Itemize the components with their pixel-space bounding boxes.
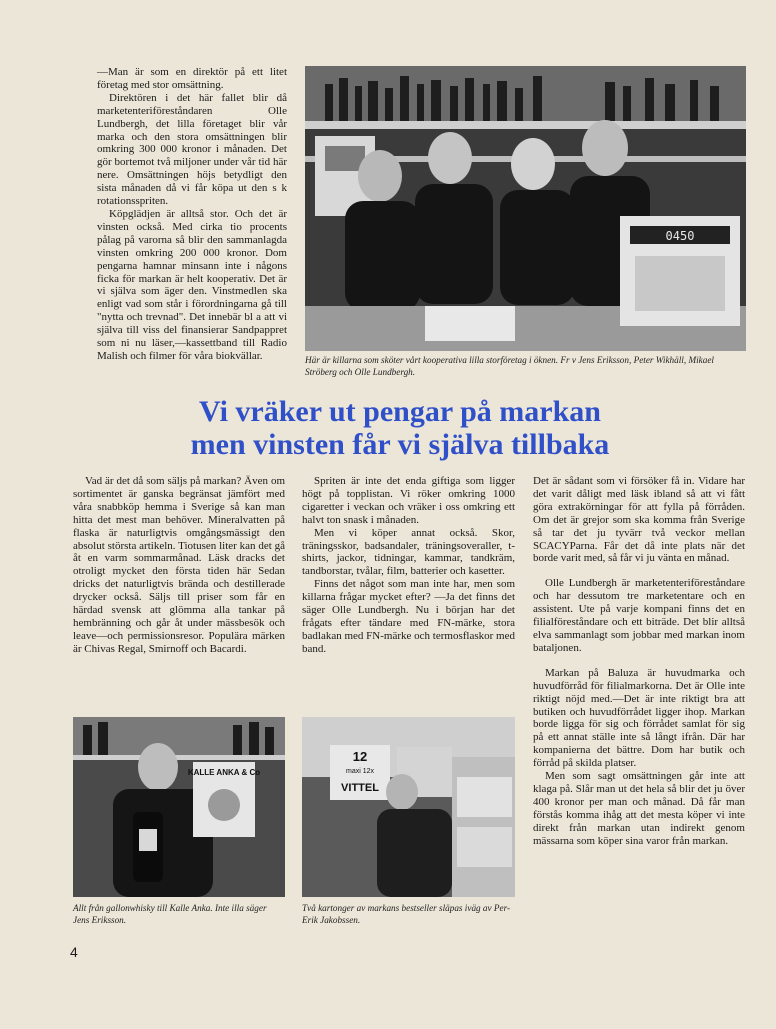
photo-whisky-and-comic xyxy=(73,717,285,897)
col2-paragraph: Finns det något som man inte har, men som killarna frågar mycket efter? —Ja det finns det säger Olle Lundbergh. Nu i början har det frågats efter tändare med FN-märke, stora badlakan med FN-märke och termosflaskor med band. xyxy=(302,578,515,655)
carton-brand: VITTEL xyxy=(341,782,379,794)
body-column-3 xyxy=(533,475,745,847)
col1-paragraph: Vad är det då som säljs på markan? Även om sortimentet är ganska begränsat jämfört med våra snabbköp hemma i Sverige så kan man hitta det mest man behöver. Mineralvatten på flaska är naturligtvis omgångsmässigt den absolut största artikeln. Tiotusen liter kan det gå åt en varm sommarmånad. Läsk dracks det otroligt mycket den första tiden här Sedan dricks det naturligtvis brända och destillerade drycker också. Säljs till priser som får en härdad svensk att glömma alla tankar på hembränning och går åt under mässbesök och leave—och permissionsresor. Populära märken är Chivas Regal, Smirnoff och Bacardi. xyxy=(73,475,285,655)
col3-paragraph: Olle Lundbergh är marketenteriföreståndare och har dessutom tre marketentare och en assistent. Ute på varje kompani finns det en filialföreståndare och ett biträde. Det blir alltså elva sammanlagt som jobbar med markan inom bataljonen. xyxy=(533,577,745,654)
body-column-2 xyxy=(302,475,515,656)
headline-line-1: Vi vräker ut pengar på markan xyxy=(199,395,601,428)
intro-column xyxy=(97,66,287,363)
intro-paragraph: —Man är som en direktör på ett litet företag med stor omsättning. xyxy=(97,66,287,91)
col2-paragraph: Spriten är inte det enda giftiga som ligger högt på topplistan. Vi röker omkring 1000 cigaretter i veckan och vräker i oss omkring ett halvt ton snask i månaden. xyxy=(302,475,515,526)
article-headline xyxy=(150,395,650,461)
top-photo-caption: Här är killarna som sköter vårt kooperativa lilla storföretag i öknen. Fr v Jens Eriksson, Peter Wikhäll, Mikael Ströberg och Olle Lundbergh. xyxy=(305,355,714,377)
photo-vittel-cartons xyxy=(302,717,515,897)
intro-paragraph: Köpglädjen är alltså stor. Och det är vinsten också. Med cirka tio procents pålag på varorna så blir den sammanlagda vinsten omkring 200 000 kronor. Dom pengarna hamnar minsann inte i någons ficka för markan är helt kooperativ. Det är vi själva som äger den. Vinstmedlen ska enligt vad som står i förordningarna gå till "nytta och trevnad". Det innebär bl a att vi själva till viss del finansierar Sandpappret som ni nu läser,—kassettband till Radio Malish och filmer för våra biokvällar. xyxy=(97,207,287,362)
comic-magazine-title: KALLE ANKA & Co xyxy=(187,768,261,777)
carton-number: 12 xyxy=(352,749,368,764)
intro-paragraph: Direktören i det här fallet blir då marketenteriföreståndaren Olle Lundbergh, det lilla företaget blir vår marka och den stora omsättningen blir omkring 300 000 kronor i månaden. Det gör bortemot två miljoner under vår tid här nere. Omsättningen höjs betydligt den sista månaden då vi får köpa ut den s k rotationsspriten. xyxy=(97,91,287,208)
headline-line-2: men vinsten får vi själva tillbaka xyxy=(190,428,610,461)
col3-paragraph: Men som sagt omsättningen går inte att klaga på. Slår man ut det hela så blir det ju över 400 kronor per man och månad. Då får man förstås komma ihåg att det mesta köper vi inte direkt från markan utan indirekt genom mässarna som köper sina varor från markan. xyxy=(533,770,745,847)
carton-text: maxi 12x xyxy=(345,768,375,775)
body-column-1 xyxy=(73,475,285,656)
col2-paragraph: Men vi köper annat också. Skor, träningsskor, badsandaler, träningsoveraller, t-shirts, jackor, tidningar, kammar, tandkräm, tandborstar, tvålar, film, batterier och kasetter. xyxy=(302,526,515,578)
page-number: 4 xyxy=(70,944,78,960)
photo-mid-caption: Två kartonger av markans bestseller släpas iväg av Per-Erik Jakobssen. xyxy=(302,903,511,925)
cash-register-display: 0450 xyxy=(665,229,695,243)
top-photo-shop-staff xyxy=(305,66,746,351)
photo-left-caption: Allt från gallonwhisky till Kalle Anka. Inte illa säger Jens Eriksson. xyxy=(73,903,267,925)
col3-paragraph: Markan på Baluza är huvudmarka och huvudförråd för filialmarkorna. Det är Olle inte riktigt nöjd med.—Det är inte riktigt bra att butiken och huvudförrådet ligger ihop. Markan borde ligga för sig och förrådet samlat för sig på ett annat ställe inte så långt ifrån. Där har kompanierna det bättre. Dom har butik och förråd på skilda platser. xyxy=(533,666,745,770)
col3-paragraph: Det är sådant som vi försöker få in. Vidare har det varit dåligt med läsk ibland så att vi fått göra extrakörningar för att fylla på förråden. Om det är grejor som ska komma från Sverige så tar det ju tyvärr två veckor mellan SCACYParna. Får det då inte plats när det borde varit med, så får vi ju vänta en månad. xyxy=(533,475,745,565)
